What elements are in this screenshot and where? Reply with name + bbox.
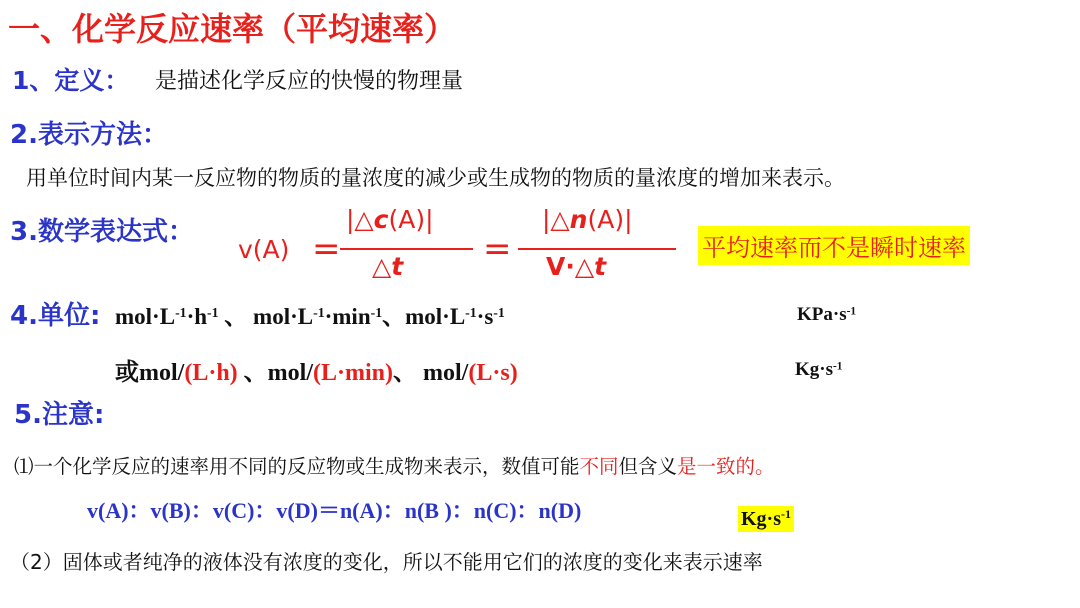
formula-equals-1: = [312, 229, 341, 269]
fraction-2-bar [518, 248, 676, 250]
highlighted-unit-kg: $Kg\cdot s^{-1}$ [738, 506, 794, 532]
note-2: （2）固体或者纯净的液体没有浓度的变化，所以不能用它们的浓度的变化来表示速率 [10, 550, 763, 574]
fraction-1-numerator: |△c(A)| [346, 205, 434, 234]
fraction-2-numerator: |△n(A)| [542, 205, 633, 234]
units-line-1: $mol\cdot L^{-1}\cdot h^{-1}$ 、 $mol\cdot L^{-1}\cdot\min^{-1}$、$mol\cdot L^{-1}\cdot s^{-1}$ [115, 304, 505, 329]
section-1-number: 1、定义： [12, 66, 130, 95]
section-1-text: 是描述化学反应的快慢的物理量 [155, 69, 464, 94]
note-1: ⑴一个化学反应的速率用不同的反应物或生成物来表示，数值可能不同但含义是一致的。 [14, 455, 775, 478]
average-rate-note: 平均速率而不是瞬时速率 [698, 226, 970, 265]
formula-lhs: v(A) [238, 235, 290, 264]
section-3-number: 3.数学表达式： [10, 217, 194, 247]
section-2-number: 2.表示方法： [10, 120, 168, 150]
section-5-number: 5.注意: [14, 400, 105, 430]
section-2-text: 用单位时间内某一反应物的物质的量浓度的减少或生成物的物质的量浓度的增加来表示。 [26, 166, 845, 190]
unit-kpa: $KPa\cdot s^{-1}$ [797, 304, 857, 325]
section-4-number: 4.单位: [10, 301, 101, 331]
fraction-1-denominator: △t [372, 252, 404, 281]
formula-equals-2: = [483, 229, 512, 269]
rate-ratio-equation: v(A)：v(B)：v(C)：v(D)＝n(A)：n(B )：n(C)：n(D) [87, 498, 582, 523]
units-line-2: 或mol/(L·h) 、mol/(L·min)、 mol/(L·s) [115, 360, 518, 386]
fraction-1-bar [340, 248, 473, 250]
fraction-2-denominator: V·△t [546, 252, 607, 281]
unit-kg: $Kg\cdot s^{-1}$ [795, 359, 843, 380]
page-title: 一、化学反应速率（平均速率） [8, 10, 457, 48]
